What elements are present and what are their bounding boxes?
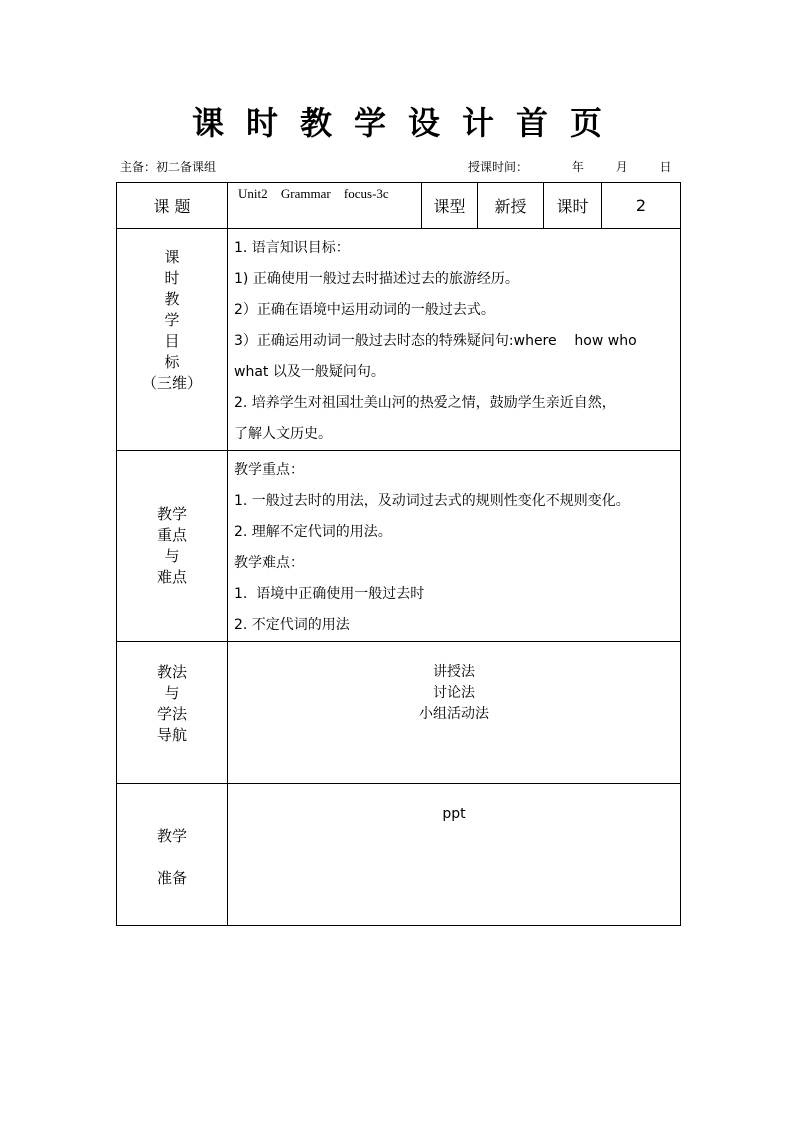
method-line: 讨论法 xyxy=(433,685,475,701)
objectives-content xyxy=(228,229,681,451)
objective-line: 1. 语言知识目标： xyxy=(234,240,350,256)
objective-line: 3）正确运用动词一般过去时态的特殊疑问句:where how who xyxy=(234,333,637,349)
objectives-row xyxy=(117,229,681,451)
key-points-content xyxy=(228,451,681,642)
key-point-line: 教学重点： xyxy=(234,462,304,478)
preparation-label-top: 教学 xyxy=(156,827,187,845)
header-row xyxy=(117,183,681,229)
method-line: 小组活动法 xyxy=(419,706,489,722)
objectives-label-line: 学 xyxy=(164,311,180,329)
key-point-line: 2. 不定代词的用法 xyxy=(234,617,350,633)
key-points-label-line: 与 xyxy=(164,547,180,565)
methods-label-line: 与 xyxy=(164,684,180,702)
hours-value: 2 xyxy=(602,183,681,229)
subject-label: 课 题 xyxy=(117,183,228,229)
key-points-label-line: 难点 xyxy=(156,568,187,586)
objectives-label-line: 标 xyxy=(164,353,180,371)
objectives-label-line: 教 xyxy=(164,290,180,308)
key-points-label-line: 重点 xyxy=(156,526,187,544)
lesson-design-table xyxy=(116,182,681,926)
preparation-label xyxy=(117,784,228,926)
year-label: 年 xyxy=(571,160,584,174)
key-points-label-line: 教学 xyxy=(156,505,187,523)
methods-label xyxy=(117,642,228,784)
class-time xyxy=(468,158,672,175)
objectives-label xyxy=(117,229,228,451)
class-time-label: 授课时间： xyxy=(468,160,529,174)
preparer-label: 主备：初二备课组 xyxy=(120,160,217,174)
objective-line: 2. 培养学生对祖国壮美山河的热爱之情，鼓励学生亲近自然， xyxy=(234,395,616,411)
page-title: 课时教学设计首页 xyxy=(191,104,624,142)
objectives-label-line: 目 xyxy=(164,332,180,350)
objective-line: what 以及一般疑问句。 xyxy=(234,364,385,380)
subject-value: Unit2 Grammar focus-3c xyxy=(228,183,422,229)
objective-line: 2）正确在语境中运用动词的一般过去式。 xyxy=(234,302,495,318)
objective-line: 了解人文历史。 xyxy=(234,426,332,442)
key-point-line: 1. 一般过去时的用法，及动词过去式的规则性变化不规则变化。 xyxy=(234,493,630,509)
key-points-row xyxy=(117,451,681,642)
month-label: 月 xyxy=(615,160,628,174)
objectives-label-line: 课 xyxy=(164,248,180,266)
objective-line: 1) 正确使用一般过去时描述过去的旅游经历。 xyxy=(234,271,519,287)
objectives-label-line: 时 xyxy=(164,269,180,287)
objectives-label-line: （三维） xyxy=(141,374,202,392)
preparation-label-bottom: 准备 xyxy=(156,869,187,887)
methods-row xyxy=(117,642,681,784)
key-point-line: 教学难点： xyxy=(234,555,304,571)
hours-label: 课时 xyxy=(544,183,602,229)
preparation-content xyxy=(228,784,681,926)
methods-label-line: 学法 xyxy=(156,705,187,723)
methods-content xyxy=(228,642,681,784)
preparation-value: ppt xyxy=(442,806,466,822)
key-points-label xyxy=(117,451,228,642)
methods-label-line: 教法 xyxy=(156,663,187,681)
key-point-line: 2. 理解不定代词的用法。 xyxy=(234,524,392,540)
lesson-type-value: 新授 xyxy=(478,183,544,229)
day-label: 日 xyxy=(659,160,672,174)
preparation-row xyxy=(117,784,681,926)
key-point-line: 1. 语境中正确使用一般过去时 xyxy=(234,586,425,602)
methods-label-line: 导航 xyxy=(156,726,187,744)
lesson-type-label: 课型 xyxy=(422,183,478,229)
method-line: 讲授法 xyxy=(433,664,475,680)
